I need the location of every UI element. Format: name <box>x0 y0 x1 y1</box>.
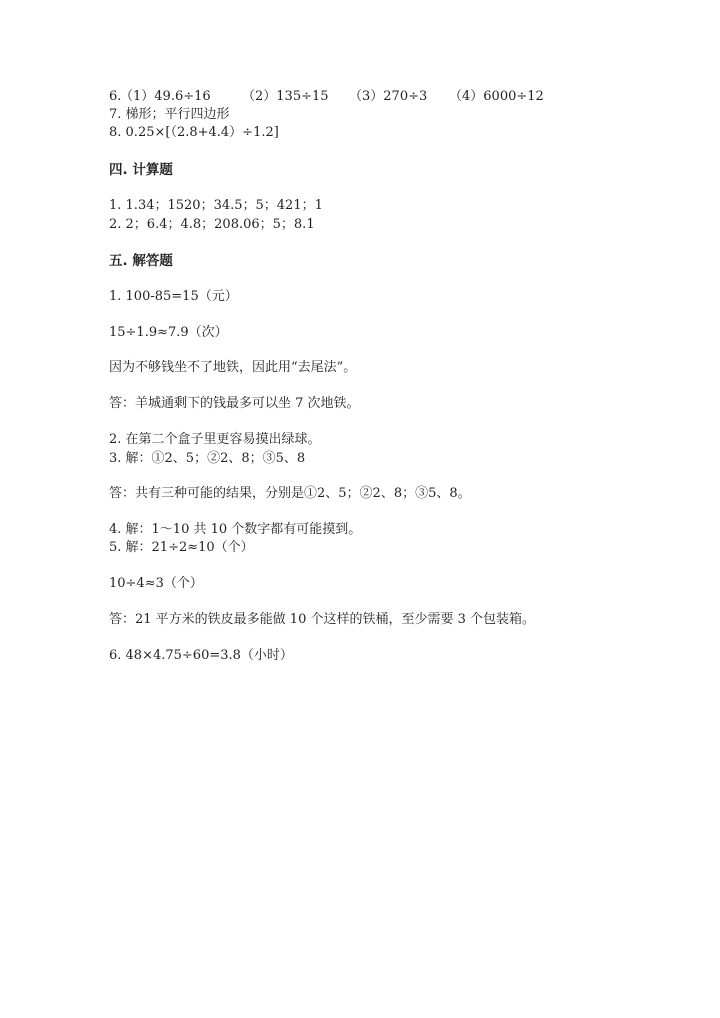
answer-3-7: 7. 梯形；平行四边形 <box>109 107 230 122</box>
answer-5-5-line-1: 5. 解：21÷2≈10（个） <box>109 540 254 555</box>
answer-3-6 <box>109 88 544 106</box>
answer-3-6-part-1: （1）49.6÷16 <box>120 89 211 104</box>
answer-3-6-part-4: （4）6000÷12 <box>449 89 544 104</box>
answer-4-1: 1. 1.34；1520；34.5；5；421；1 <box>109 198 323 213</box>
answer-5-6: 6. 48×4.75÷60=3.8（小时） <box>109 648 293 663</box>
answer-3-8: 8. 0.25×[（2.8+4.4）÷1.2] <box>109 125 279 140</box>
answer-5-5-conclusion: 答：21 平方米的铁皮最多能做 10 个这样的铁桶，至少需要 3 个包装箱。 <box>109 612 536 627</box>
answer-5-1-line-2: 15÷1.9≈7.9（次） <box>109 325 228 340</box>
answer-4-2: 2. 2；6.4；4.8；208.06；5；8.1 <box>109 217 315 232</box>
answer-5-1-line-1: 1. 100-85=15（元） <box>109 289 238 304</box>
answer-5-1-line-3: 因为不够钱坐不了地铁，因此用“去尾法”。 <box>109 360 357 375</box>
answer-3-6-part-2: （2）135÷15 <box>242 89 329 104</box>
answer-5-5-line-2: 10÷4≈3（个） <box>109 576 203 591</box>
answer-5-2: 2. 在第二个盒子里更容易摸出绿球。 <box>109 432 321 447</box>
section-5-heading: 五. 解答题 <box>109 253 173 269</box>
answer-3-6-prefix: 6. <box>109 89 122 104</box>
answer-5-4: 4. 解：1～10 共 10 个数字都有可能摸到。 <box>109 522 362 537</box>
answer-5-1-conclusion: 答：羊城通剩下的钱最多可以坐 7 次地铁。 <box>109 396 360 411</box>
section-4-heading: 四. 计算题 <box>109 162 173 178</box>
answer-3-6-part-3: （3）270÷3 <box>349 89 428 104</box>
answer-5-3: 3. 解：①2、5；②2、8；③5、8 <box>109 451 306 466</box>
answer-5-3-conclusion: 答：共有三种可能的结果，分别是①2、5；②2、8；③5、8。 <box>109 486 471 501</box>
